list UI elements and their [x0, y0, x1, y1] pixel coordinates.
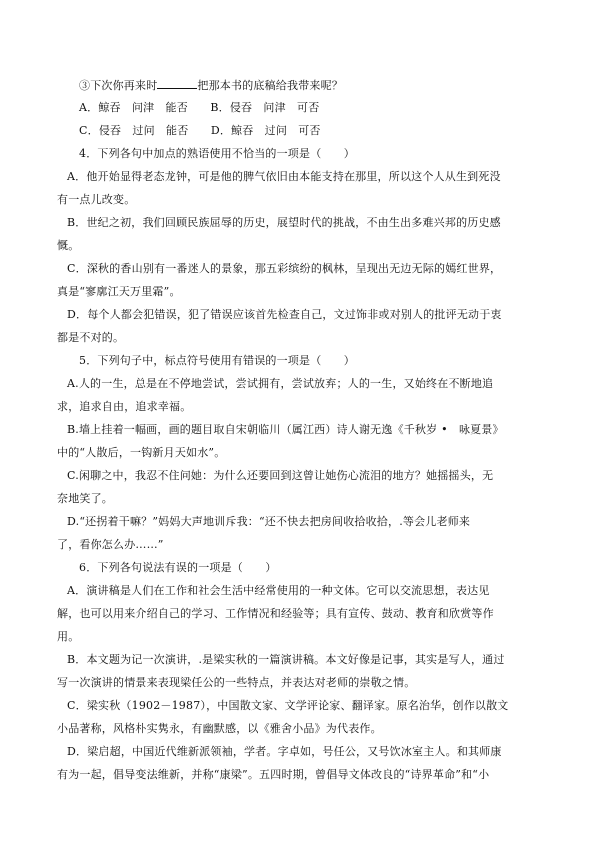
q4-option-d-line2: 都是不对的。 — [57, 331, 125, 344]
question-5-title: 5．下列句子中，标点符号使用有错误的一项是（ ） — [79, 354, 355, 367]
q4-option-b-line2: 慨。 — [57, 239, 80, 252]
q5-option-c-line1: C.闲聊之中，我忍不住问她：为什么还要回到这曾让她伤心流泪的地方？她摇摇头，无 — [67, 469, 494, 482]
q6-option-d-line1: D．梁启超，中国近代维新派领袖，学者。字卓如，号任公，又号饮冰室主人。和其师康 — [67, 745, 502, 758]
q4-option-c-line1: C．深秋的香山别有一番迷人的景象，那五彩缤纷的枫林，呈现出无边无际的嫣红世界， — [67, 262, 502, 275]
q5-option-d-line2: 了，看你怎么办……” — [57, 538, 164, 551]
q6-option-a-line3: 用。 — [57, 630, 80, 643]
q5-option-d-line1: D.“还拐着干嘛？”妈妈大声地训斥我：“还不快去把房间收拾收拾，.等会儿老师来 — [67, 515, 471, 528]
q6-option-c-line2: 小品著称，风格朴实隽永，有幽默感，以《雅舍小品》为代表作。 — [57, 722, 382, 735]
question-3-item — [79, 78, 519, 93]
question-6-title: 6．下列各句说法有误的一项是（ ） — [79, 561, 277, 574]
q6-option-d-line2: 有为一起，倡导变法维新，并称“康梁”。五四时期，曾倡导文体改良的“诗界革命”和“小 — [57, 768, 490, 781]
q3-options-ab: A．鲸吞 问津 能否 B．侵吞 问津 可否 — [79, 101, 320, 114]
question-4-title: 4．下列各句中加点的熟语使用不恰当的一项是（ ） — [79, 147, 355, 160]
q5-option-b-line1: B.墙上挂着一幅画，画的题目取自宋朝临川（属江西）诗人谢无逸《千秋岁 • 咏夏景》 — [67, 423, 504, 436]
q4-option-a-line2: 有一点儿改变。 — [57, 193, 136, 206]
q6-option-b-line1: B．本文题为记一次演讲，.是梁实秋的一篇演讲稿。本文好像是记事，其实是写人，通过 — [67, 653, 505, 666]
q6-option-b-line2: 写一次演讲的情景来表现梁任公的一些特点，并表达对老师的崇敬之情。 — [57, 676, 416, 689]
q5-option-c-line2: 奈地笑了。 — [57, 492, 113, 505]
q3-text-before: ③下次你再来时 — [79, 79, 158, 92]
q3-options-cd: C．侵吞 过问 能否 D．鲸吞 过问 可否 — [79, 124, 321, 137]
fill-blank — [157, 78, 197, 89]
q4-option-b-line1: B．世纪之初，我们回顾民族屈辱的历史，展望时代的挑战，不由生出多难兴邦的历史感 — [67, 216, 501, 229]
q4-option-a-line1: A．他开始显得老态龙钟，可是他的脾气依旧由本能支持在那里，所以这个人从生到死没 — [67, 170, 501, 183]
q5-option-b-line2: 中的“人散后，一钩新月天如水”。 — [57, 446, 226, 459]
q4-option-d-line1: D．每个人都会犯错误，犯了错误应该首先检查自己，文过饰非或对别人的批评无动于衷 — [67, 308, 502, 321]
q3-text-after: 把那本书的底稿给我带来呢？ — [197, 79, 344, 92]
q5-option-a-line1: A.人的一生，总是在不停地尝试，尝试拥有，尝试放弃；人的一生，又始终在不断地追 — [67, 377, 494, 390]
q6-option-a-line1: A．演讲稿是人们在工作和社会生活中经常使用的一种文体。它可以交流思想，表达见 — [67, 584, 490, 597]
q6-option-c-line1: C．梁实秋（1902－1987），中国散文家、文学评论家、翻译家。原名治华，创作以散文 — [67, 699, 509, 712]
q6-option-a-line2: 解，也可以用来介绍自己的学习、工作情况和经验等；具有宣传、鼓动、教育和欣赏等作 — [57, 607, 494, 620]
q4-option-c-line2: 真是“寥廓江天万里霜”。 — [57, 285, 181, 298]
q5-option-a-line2: 求，追求自由，追求幸福。 — [57, 400, 192, 413]
